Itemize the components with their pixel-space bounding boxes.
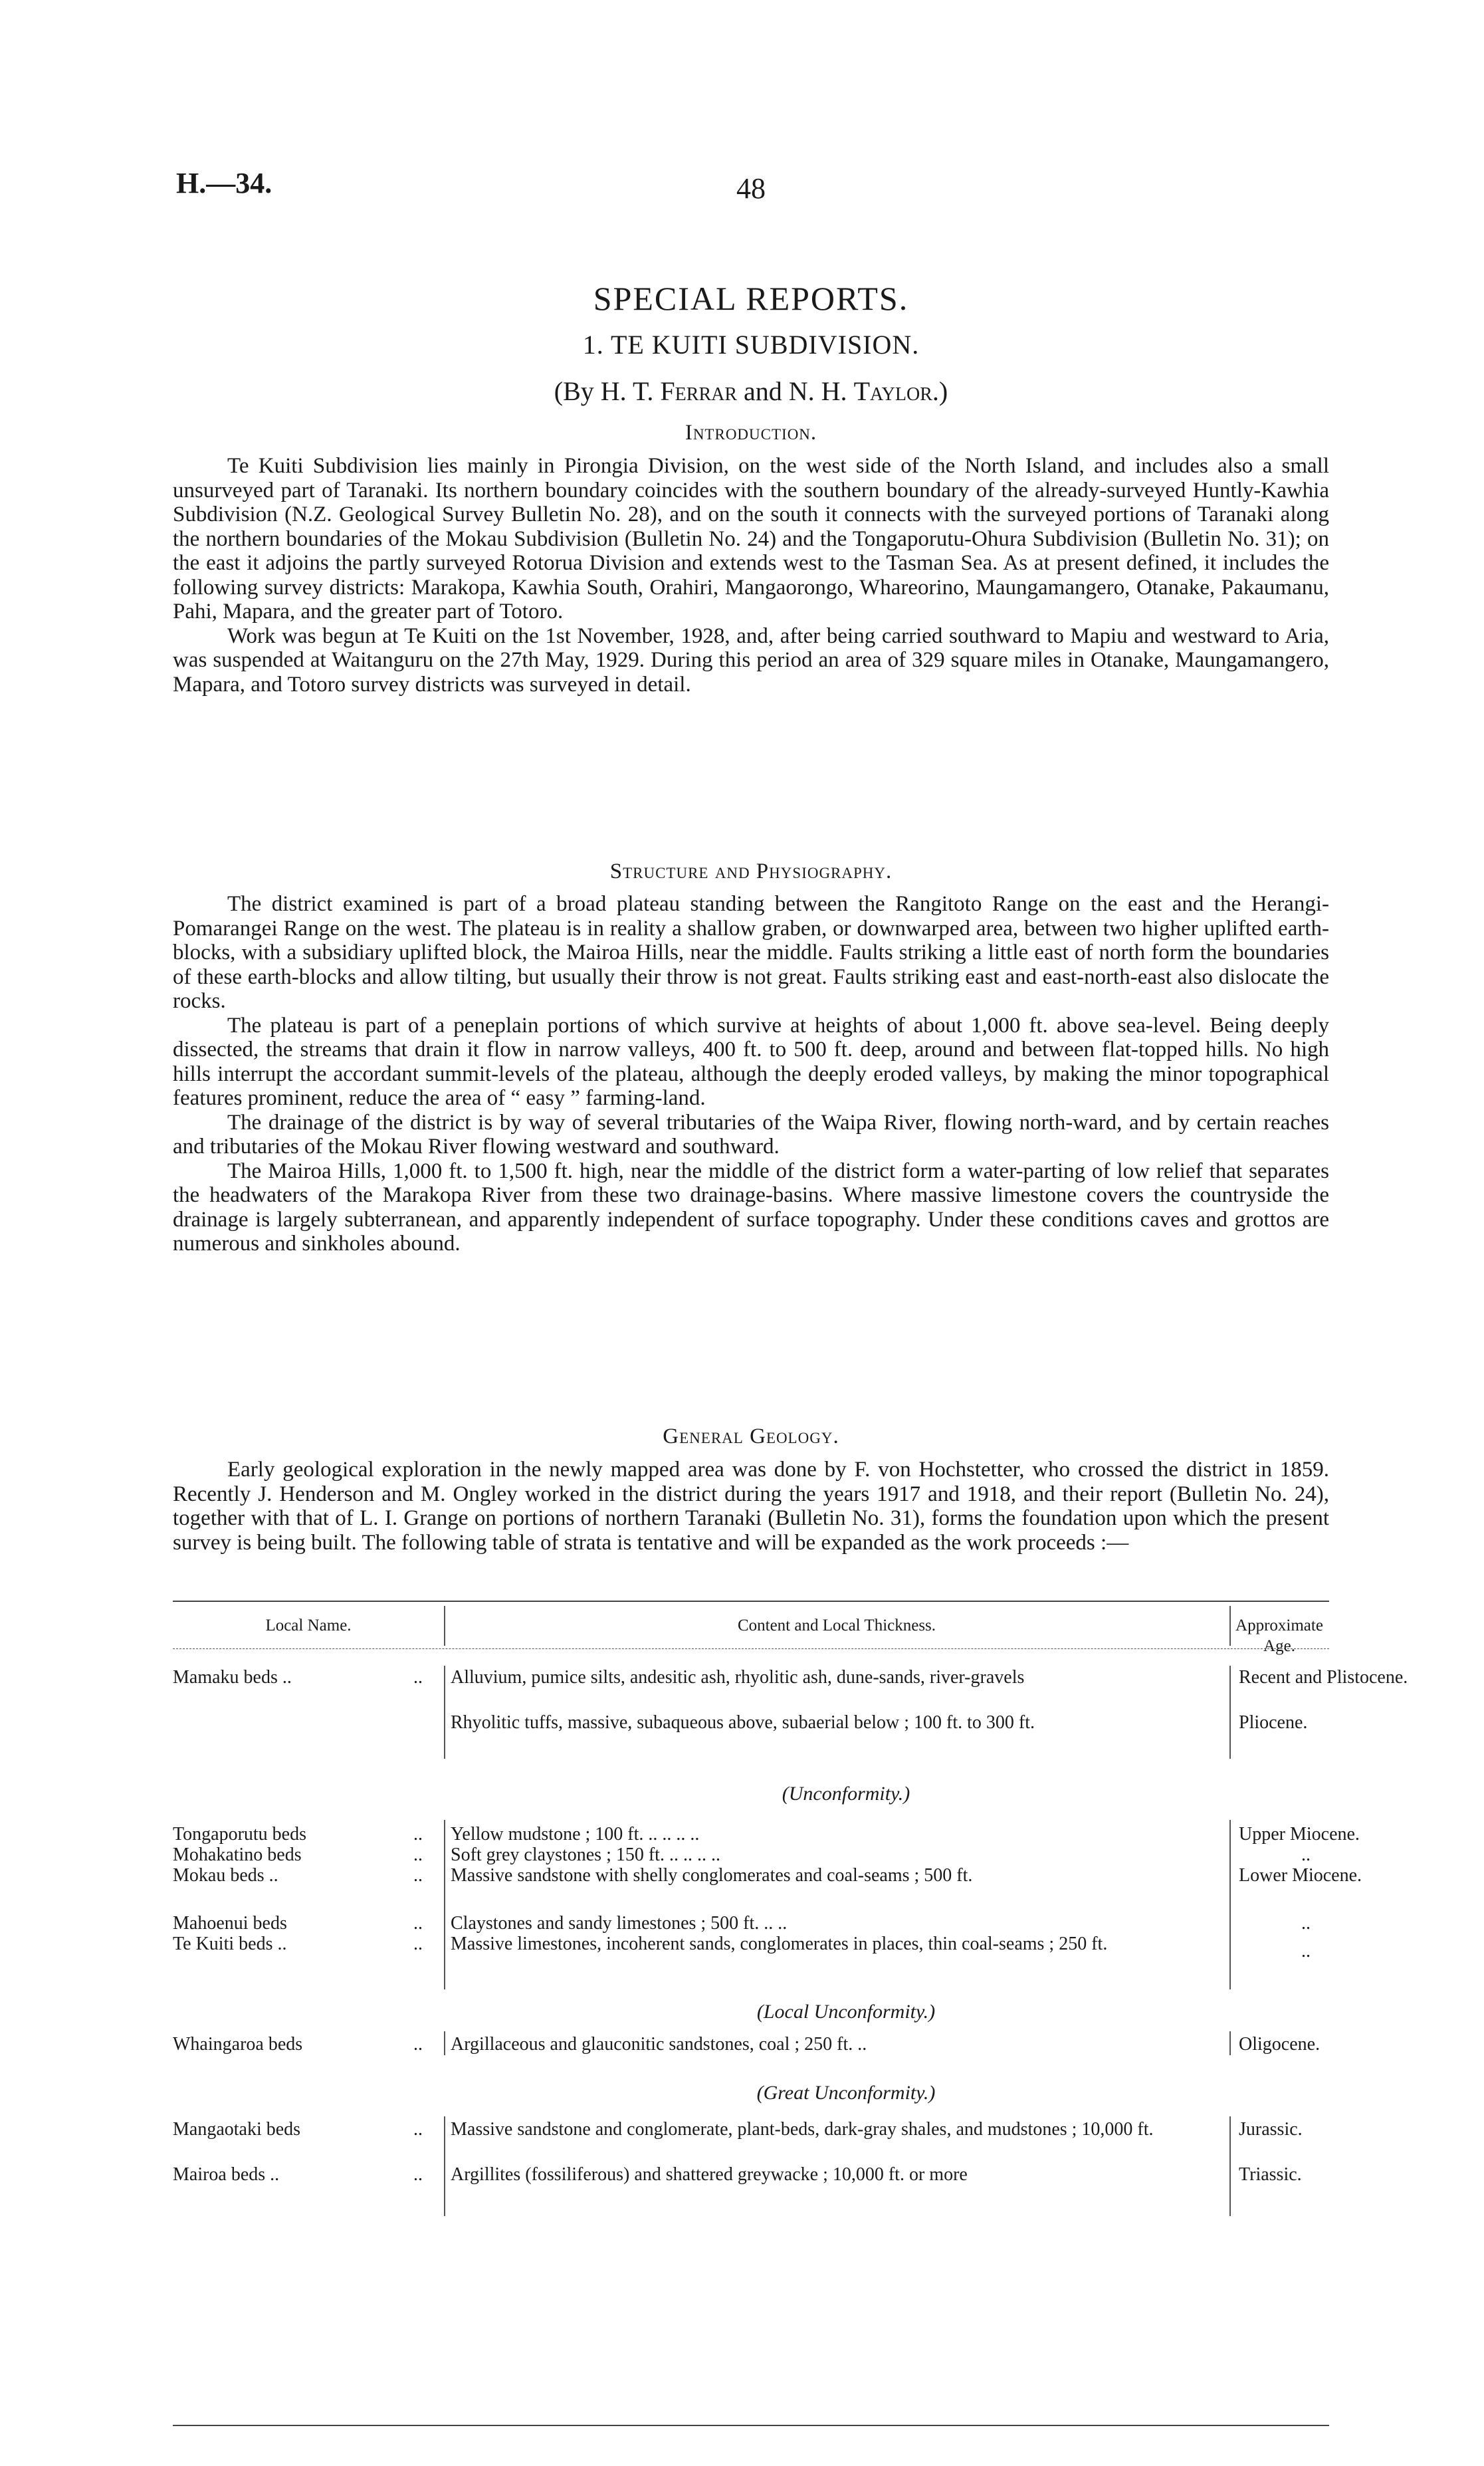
leader-dots: .. [413, 2164, 423, 2185]
title-block [173, 0, 1329, 465]
strata-local-name: Tongaporutu beds [173, 1824, 307, 1845]
strata-local-name: Te Kuiti beds .. [173, 1934, 287, 1954]
strata-content: Argillites (fossiliferous) and shattered greywacke ; 10,000 ft. or more [451, 2164, 968, 2185]
leader-dots: .. [413, 1667, 423, 1688]
report-authors [173, 376, 1329, 407]
strata-local-name: Mohakatino beds [173, 1845, 302, 1865]
unconformity-label: (Great Unconformity.) [756, 2082, 936, 2104]
strata-local-name: Mangaotaki beds [173, 2119, 301, 2140]
introduction-paragraph: Work was begun at Te Kuiti on the 1st November, 1928, and, after being carried southward to Mapiu and westward to Aria, was suspended at Waitanguru on the 27th May, 1929. During this period an area of 329 square miles in Otanake, Maungamangero, Mapara, and Totoro survey districts was surveyed in detail. [173, 623, 1329, 697]
structure-paragraph: The Mairoa Hills, 1,000 ft. to 1,500 ft. high, near the middle of the district form a water-parting of low relief that separates the headwaters of the Marakopa River from these two drainage-basins. Where massive limestone covers the countryside the drainage is largely subterranean, and apparently independent of surface topography. Under these conditions caves and grottos are numerous and sinkholes abound. [173, 1159, 1329, 1256]
strata-age: Lower Miocene. [1239, 1865, 1362, 1886]
strata-content: Massive sandstone and conglomerate, plant-beds, dark-gray shales, and mudstones ; 10,000 ft. [451, 2119, 1154, 2140]
strata-age: Jurassic. [1239, 2119, 1303, 2140]
strata-age: .. [1301, 1941, 1311, 1962]
author-name-ferrar: Ferrar [660, 376, 738, 406]
introduction-heading: Introduction. [685, 421, 817, 445]
strata-content: Massive sandstone with shelly conglomerates and coal-seams ; 500 ft. [451, 1865, 973, 1886]
strata-local-name: Mamaku beds .. [173, 1667, 292, 1688]
strata-age: Triassic. [1239, 2164, 1302, 2185]
strata-age: Pliocene. [1239, 1712, 1308, 1733]
unconformity-label: (Local Unconformity.) [756, 2001, 936, 2023]
author-name-taylor: Taylor [853, 376, 932, 406]
content-divider [444, 2116, 445, 2216]
strata-content: Soft grey claystones ; 150 ft. .. .. .. .. [451, 1845, 720, 1865]
report-title: SPECIAL REPORTS. [593, 280, 909, 317]
column-header-local-name: Local Name. [265, 1617, 352, 1634]
introduction-body [173, 454, 1329, 697]
content-divider [444, 1666, 445, 1759]
leader-dots: .. [413, 1913, 423, 1934]
authors-prefix: (By H. T. [554, 376, 661, 406]
page-number: 48 [736, 172, 766, 205]
structure-heading: Structure and Physiography. [609, 859, 893, 883]
strata-age: .. [1301, 1913, 1311, 1934]
leader-dots: .. [413, 1934, 423, 1954]
strata-content: Rhyolitic tuffs, massive, subaqueous above, subaerial below ; 100 ft. to 300 ft. [451, 1712, 1035, 1733]
leader-dots: .. [413, 2119, 423, 2140]
strata-content: Alluvium, pumice silts, andesitic ash, rhyolitic ash, dune-sands, river-gravels [451, 1667, 1025, 1688]
table-top-rule [173, 1601, 1329, 1602]
table-header-rule [173, 1648, 1329, 1649]
strata-age: .. [1301, 1845, 1311, 1865]
strata-content: Massive limestones, incoherent sands, conglomerates in places, thin coal-seams ; 250 ft. [451, 1934, 1108, 1954]
strata-age: Recent and Plistocene. [1239, 1667, 1408, 1688]
leader-dots: .. [413, 1865, 423, 1886]
unconformity-label: (Unconformity.) [782, 1783, 910, 1805]
paper-reference: H.—34. [176, 167, 272, 199]
strata-content: Argillaceous and glauconitic sandstones, coal ; 250 ft. .. [451, 2034, 867, 2055]
content-divider [444, 2031, 445, 2055]
leader-dots: .. [413, 2034, 423, 2055]
structure-paragraph: The plateau is part of a peneplain portions of which survive at heights of about 1,000 ft. above sea-level. Being deeply dissected, the streams that drain it flow in narrow valleys, 400 ft. to 500 ft. deep, around and between flat-topped hills. No high hills interrupt the accordant summit-levels of the plateau, although the deeply eroded valleys, by making the minor topographical features prominent, reduce the area of “ easy ” farming-land. [173, 1013, 1329, 1110]
report-subtitle: 1. TE KUITI SUBDIVISION. [582, 330, 920, 360]
strata-local-name: Mahoenui beds [173, 1913, 287, 1934]
structure-paragraph: The district examined is part of a broad plateau standing between the Rangitoto Range on the east and the Herangi-Pomarangei Range on the west. The plateau is in reality a shallow graben, or downwarped area, between two higher uplifted earth-blocks, with a subsidiary uplifted block, the Mairoa Hills, near the middle. Faults striking a little east of north form the boundaries of these earth-blocks and allow tilting, but usually their throw is not great. Faults striking east and east-north-east also dislocate the rocks. [173, 892, 1329, 1013]
strata-local-name: Mokau beds .. [173, 1865, 278, 1886]
strata-local-name: Mairoa beds .. [173, 2164, 280, 2185]
authors-suffix: .) [932, 376, 948, 406]
leader-dots: .. [413, 1845, 423, 1865]
geology-body [173, 1458, 1329, 1555]
age-divider [1229, 1820, 1231, 1989]
content-divider [444, 1820, 445, 1989]
geology-heading: General Geology. [663, 1424, 839, 1448]
strata-local-name: Whaingaroa beds [173, 2034, 303, 2055]
column-header-content: Content and Local Thickness. [737, 1617, 936, 1634]
leader-dots: .. [413, 1824, 423, 1845]
structure-body [173, 892, 1329, 1256]
structure-paragraph: The drainage of the district is by way of several tributaries of the Waipa River, flowing north-ward, and by certain reaches and tributaries of the Mokau River flowing westward and southward. [173, 1110, 1329, 1159]
geology-paragraph: Early geological exploration in the newly mapped area was done by F. von Hochstetter, who crossed the district in 1859. Recently J. Henderson and M. Ongley worked in the district during the years 1917 and 1918, and their report (Bulletin No. 24), together with that of L. I. Grange on portions of northern Taranaki (Bulletin No. 31), forms the foundation upon which the present survey is being built. The following table of strata is tentative and will be expanded as the work proceeds :— [173, 1458, 1329, 1555]
column-header-age: Approximate Age. [1235, 1617, 1323, 1655]
introduction-paragraph: Te Kuiti Subdivision lies mainly in Pirongia Division, on the west side of the North Island, and includes also a small unsurveyed part of Taranaki. Its northern boundary coincides with the southern boundary of the already-surveyed Huntly-Kawhia Subdivision (N.Z. Geological Survey Bulletin No. 28), and on the south it connects with the surveyed portions of Taranaki along the northern boundaries of the Mokau Subdivision (Bulletin No. 24) and the Tongaporutu-Ohura Subdivision (Bulletin No. 31); on the east it adjoins the partly surveyed Rotorua Division and extends west to the Tasman Sea. As at present defined, it includes the following survey districts: Marakopa, Kawhia South, Orahiri, Mangaorongo, Whareorino, Maungamangero, Otanake, Pakaumanu, Pahi, Mapara, and the greater part of Totoro. [173, 454, 1329, 623]
strata-content: Claystones and sandy limestones ; 500 ft. .. .. [451, 1913, 788, 1934]
table-bottom-rule [173, 2425, 1329, 2426]
strata-table [173, 1601, 1408, 2431]
strata-age: Upper Miocene. [1239, 1824, 1360, 1845]
authors-mid: and N. H. [737, 376, 854, 406]
strata-age: Oligocene. [1239, 2034, 1321, 2055]
age-divider [1229, 2031, 1231, 2055]
strata-content: Yellow mudstone ; 100 ft. .. .. .. .. [451, 1824, 700, 1845]
